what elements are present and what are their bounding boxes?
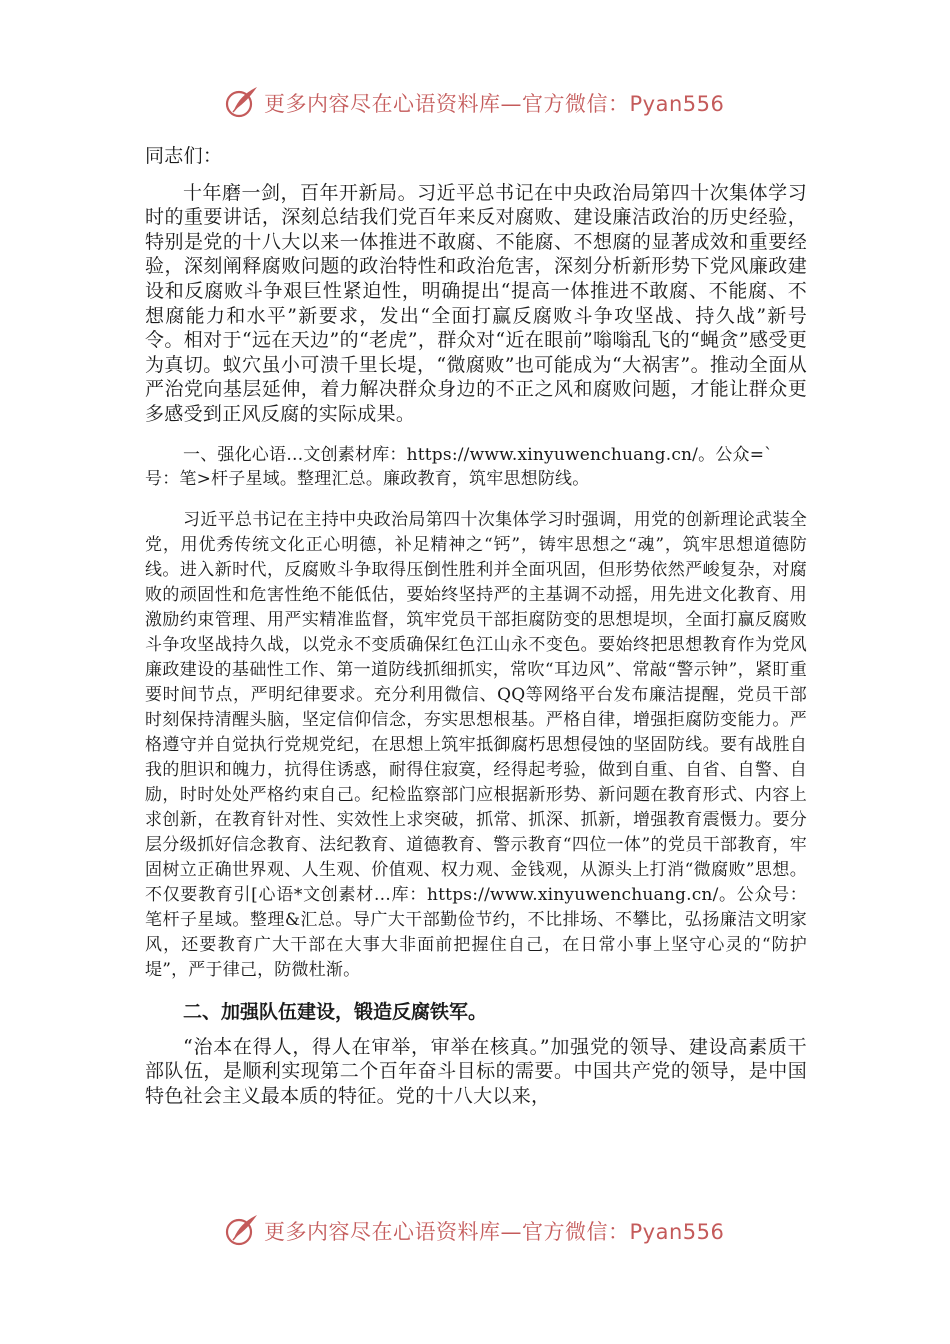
footer-watermark-banner <box>0 1210 950 1250</box>
feather-pen-logo-icon <box>224 1212 260 1248</box>
section-2-heading: 二、加强队伍建设，锻造反腐铁军。 <box>183 1000 488 1023</box>
salutation: 同志们： <box>145 145 223 167</box>
document-body <box>145 144 807 1109</box>
section-1-heading: 一、强化心语…文创素材库：https://www.xinyuwenchuang.cn/。公众=`号：笔>杆子星域。整理汇总。廉政教育，筑牢思想防线。 <box>145 444 773 490</box>
banner-text: 更多内容尽在心语资料库—官方微信：Pyan556 <box>264 1220 725 1244</box>
intro-paragraph: 十年磨一剑，百年开新局。习近平总书记在中央政治局第四十次集体学习时的重要讲话，深刻总结我们党百年来反对腐败、建设廉洁政治的历史经验，特别是党的十八大以来一体推进不敢腐、不能腐、不想腐的显著成效和重要经验，深刻阐释腐败问题的政治特性和政治危害，深刻分析新形势下党风廉政建设和反腐败斗争艰巨性紧迫性，明确提出“提高一体推进不敢腐、不能腐、不想腐能力和水平”新要求，发出“全面打赢反腐败斗争攻坚战、持久战”新号令。相对于“远在天边”的“老虎”，群众对“近在眼前”嗡嗡乱飞的“蝇贪”感受更为真切。蚁穴虽小可溃千里长堤，“微腐败”也可能成为“大祸害”。推动全面从严治党向基层延伸，着力解决群众身边的不正之风和腐败问题，才能让群众更多感受到正风反腐的实际成果。 <box>145 181 807 425</box>
banner-text: 更多内容尽在心语资料库—官方微信：Pyan556 <box>264 92 725 116</box>
feather-pen-logo-icon <box>224 84 260 120</box>
section-1-body: 习近平总书记在主持中央政治局第四十次集体学习时强调，用党的创新理论武装全党，用优秀传统文化正心明德，补足精神之“钙”，铸牢思想之“魂”，筑牢思想道德防线。进入新时代，反腐败斗争取得压倒性胜利并全面巩固，但形势依然严峻复杂，对腐败的顽固性和危害性绝不能低估，要始终坚持严的主基调不动摇，用先进文化教育、用激励约束管理、用严实精准监督，筑牢党员干部拒腐防变的思想堤坝，全面打赢反腐败斗争攻坚战持久战，以党永不变质确保红色江山永不变色。要始终把思想教育作为党风廉政建设的基础性工作、第一道防线抓细抓实，常吹“耳边风”、常敲“警示钟”，紧盯重要时间节点，严明纪律要求。充分利用微信、QQ等网络平台发布廉洁提醒，党员干部时刻保持清醒头脑，坚定信仰信念，夯实思想根基。严格自律，增强拒腐防变能力。严格遵守并自觉执行党规党纪，在思想上筑牢抵御腐朽思想侵蚀的坚固防线。要有战胜自我的胆识和魄力，抗得住诱惑，耐得住寂寞，经得起考验，做到自重、自省、自警、自励，时时处处严格约束自己。纪检监察部门应根据新形势、新问题在教育形式、内容上求创新，在教育针对性、实效性上求突破，抓常、抓深、抓新，增强教育震慑力。要分层分级抓好信念教育、法纪教育、道德教育、警示教育“四位一体”的党员干部教育，牢固树立正确世界观、人生观、价值观、权力观、金钱观，从源头上打消“微腐败”思想。不仅要教育引[心语*文创素材…库：https://www.xinyuwenchuang.cn/。公众号：笔杆子星域。整理&汇总。导广大干部勤俭节约，不比排场、不攀比，弘扬廉洁文明家风，还要教育广大干部在大事大非面前把握住自己，在日常小事上坚守心灵的“防护堤”，严于律己，防微杜渐。 <box>145 509 807 980</box>
section-2-body: “治本在得人，得人在审举，审举在核真。”加强党的领导、建设高素质干部队伍，是顺利实现第二个百年奋斗目标的需要。中国共产党的领导，是中国特色社会主义最本质的特征。党的十八大以来， <box>145 1035 807 1107</box>
header-watermark-banner <box>0 82 950 122</box>
